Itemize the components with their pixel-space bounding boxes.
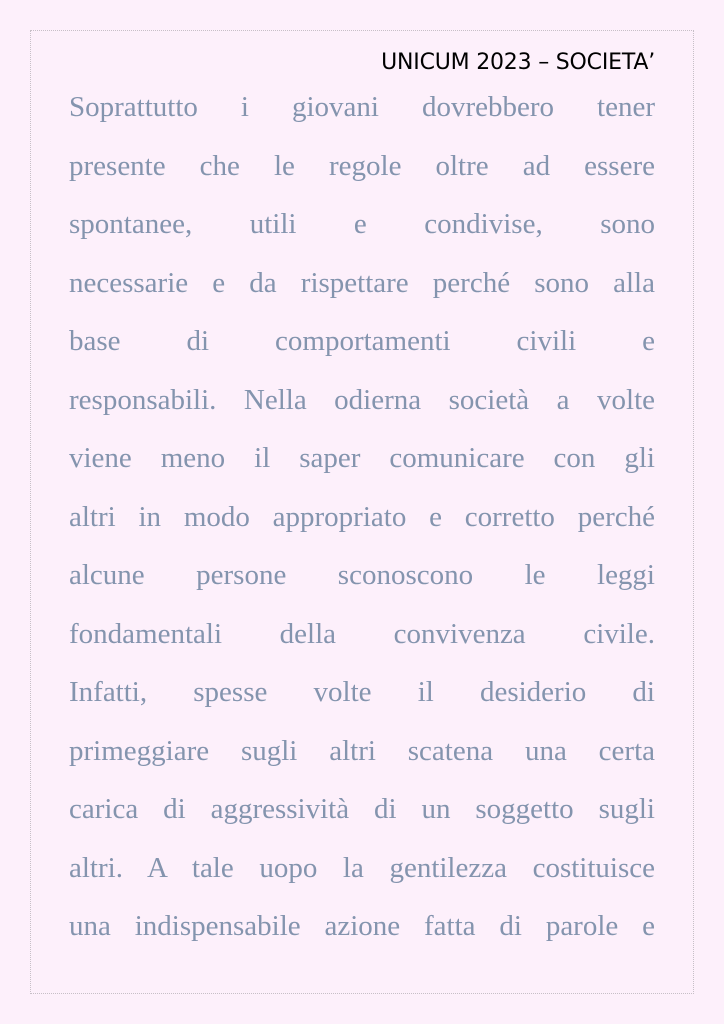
text-line: carica di aggressività di un soggetto sugli (69, 793, 655, 825)
text-line: Infatti, spesse volte il desiderio di (69, 676, 655, 708)
text-line: una indispensabile azione fatta di parole e (69, 910, 655, 942)
text-line: responsabili. Nella odierna società a volte (69, 383, 655, 416)
text-line: necessarie e da rispettare perché sono alla (69, 266, 655, 299)
text-line: Soprattutto i giovani dovrebbero tener (69, 91, 655, 123)
text-line: primeggiare sugli altri scatena una certa (69, 734, 655, 767)
text-line: spontanee, utili e condivise, sono (69, 208, 655, 240)
body-text (69, 84, 655, 962)
text-line: alcune persone sconoscono le leggi (69, 559, 655, 591)
text-line: viene meno il saper comunicare con gli (69, 442, 655, 474)
text-line: base di comportamenti civili e (69, 325, 655, 357)
document-header: UNICUM 2023 – SOCIETA’ (381, 50, 655, 75)
text-line: altri in modo appropriato e corretto perché (69, 500, 655, 533)
text-line: presente che le regole oltre ad essere (69, 149, 655, 182)
text-line: altri. A tale uopo la gentilezza costituisce (69, 851, 655, 884)
text-line: fondamentali della convivenza civile. (69, 617, 655, 650)
